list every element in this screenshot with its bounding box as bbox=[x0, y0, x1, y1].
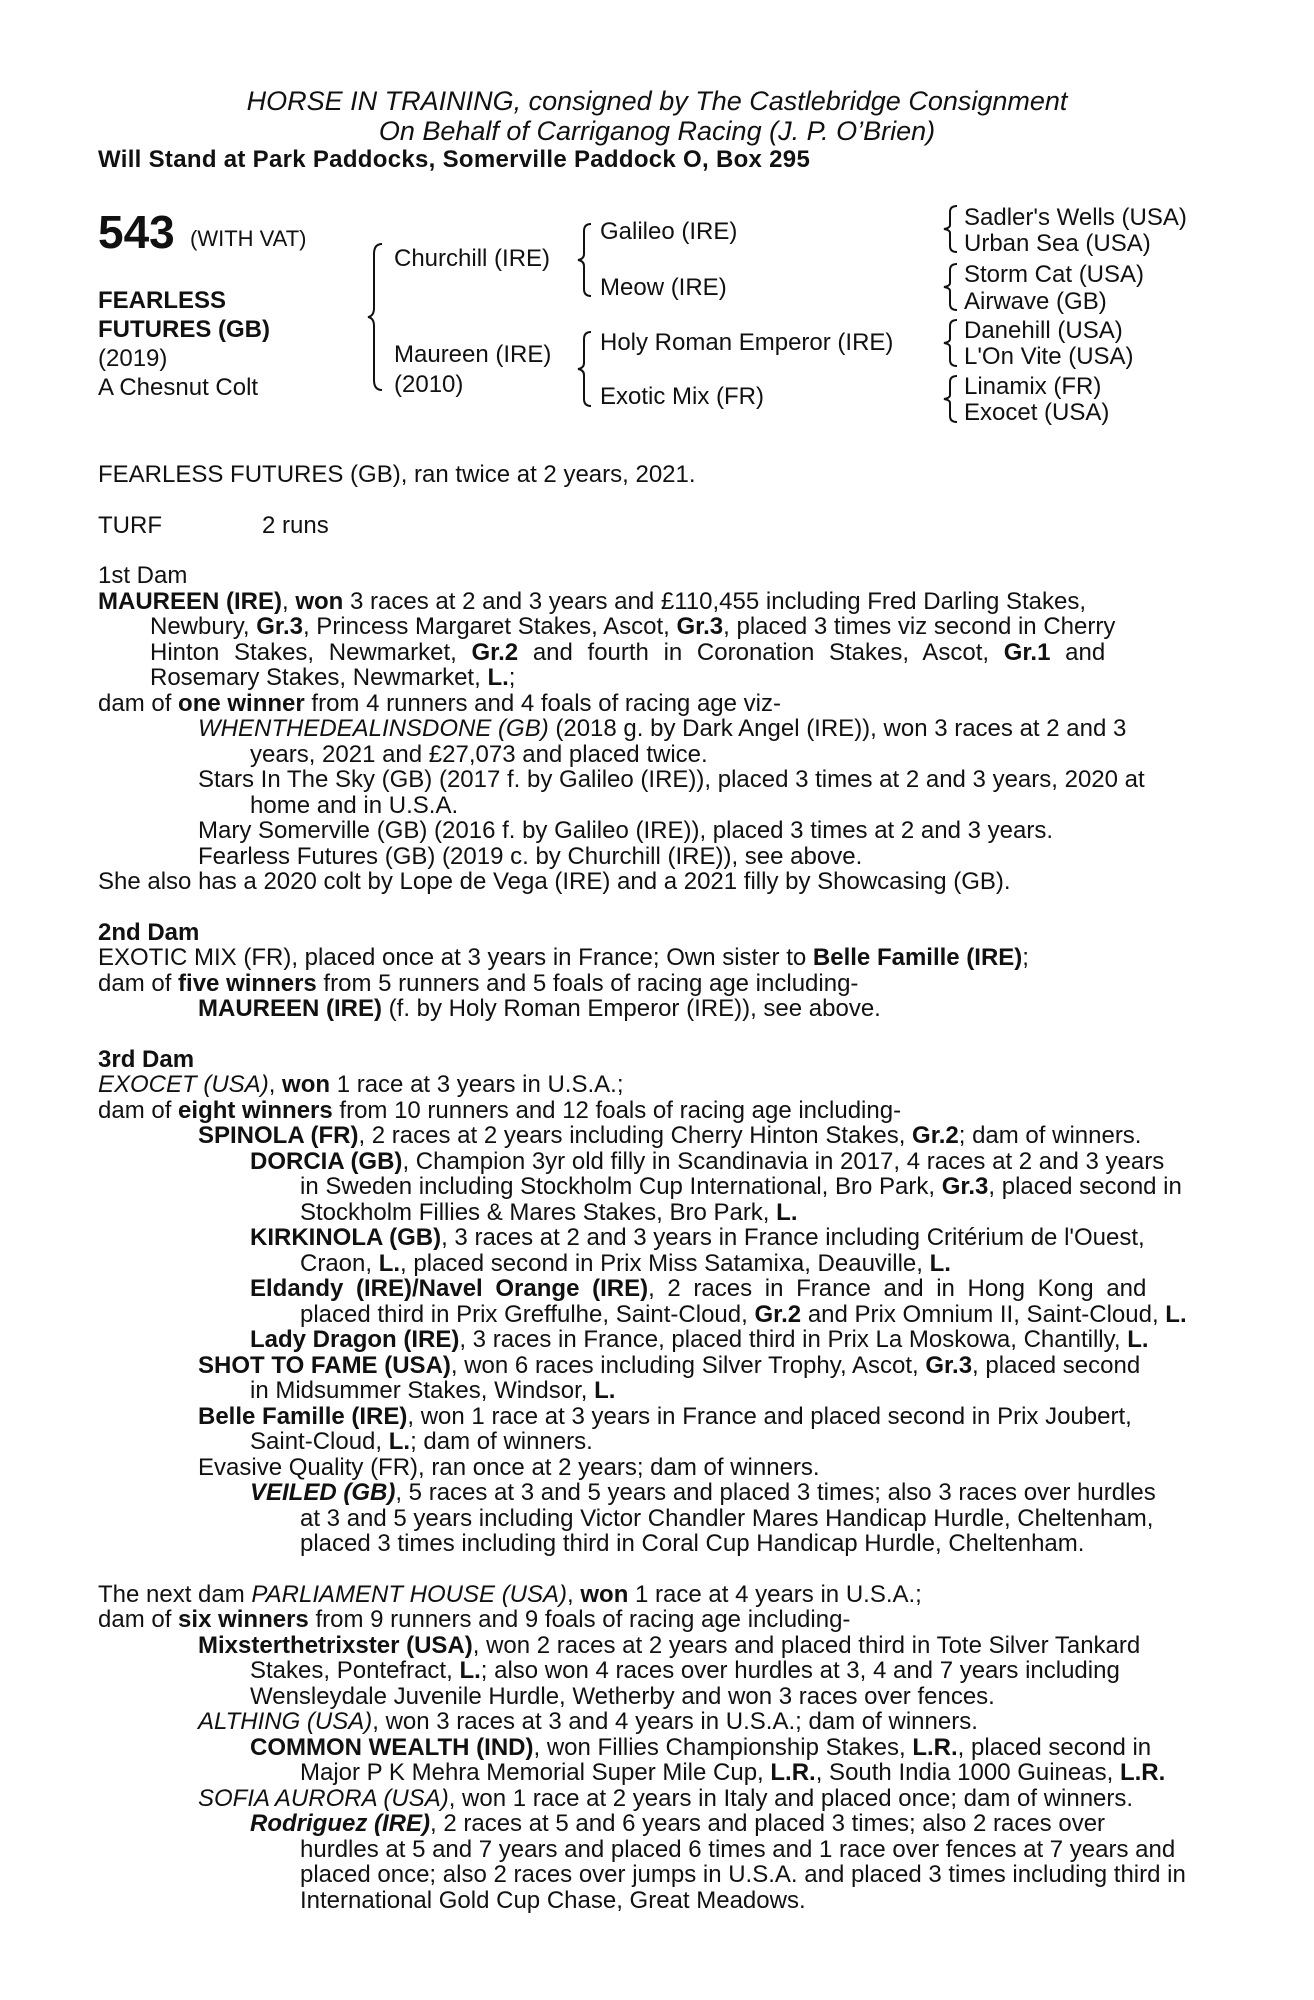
pedigree-sire-sire: Galileo (IRE) bbox=[600, 218, 738, 245]
hre-brace bbox=[942, 318, 960, 368]
header-behalf: On Behalf of Carriganog Racing (J. P. O’Brien) bbox=[378, 116, 936, 146]
exotic-brace bbox=[942, 374, 960, 424]
pedigree-sds: Storm Cat (USA) bbox=[964, 261, 1145, 288]
dam3-line: dam of eight winners from 10 runners and 12 foals of racing age including- bbox=[98, 1096, 902, 1124]
pedigree-dsd: L'On Vite (USA) bbox=[964, 343, 1134, 370]
dam4-line: COMMON WEALTH (IND), won Fillies Championship Stakes, L.R., placed second in bbox=[250, 1733, 1152, 1761]
meow-brace bbox=[942, 262, 960, 312]
catalogue-body bbox=[98, 462, 1208, 1913]
galileo-brace bbox=[942, 204, 960, 254]
pedigree-sire: Churchill (IRE) bbox=[394, 245, 551, 272]
dam1-line: Newbury, Gr.3, Princess Margaret Stakes, Ascot, Gr.3, placed 3 times viz second in Cherry bbox=[150, 613, 1116, 640]
pedigree-sdd: Airwave (GB) bbox=[964, 288, 1107, 315]
dam3-heading: 3rd Dam bbox=[98, 1045, 195, 1073]
dam4-line: hurdles at 5 and 7 years and placed 6 times and 1 race over fences at 7 years and bbox=[300, 1835, 1176, 1863]
dam3-line: Belle Famille (IRE), won 1 race at 3 years in France and placed second in Prix Joubert, bbox=[198, 1402, 1132, 1430]
dam1-heading: 1st Dam bbox=[98, 562, 188, 589]
dam3-line: SHOT TO FAME (USA), won 6 races including Silver Trophy, Ascot, Gr.3, placed second bbox=[198, 1351, 1141, 1379]
pedigree-dds: Linamix (FR) bbox=[964, 373, 1102, 400]
dam1-line: Hinton Stakes, Newmarket, Gr.2 and fourth in Coronation Stakes, Ascot, Gr.1 and bbox=[150, 638, 1106, 666]
horse-name-line1: FEARLESS bbox=[98, 287, 227, 314]
dam1-line: She also has a 2020 colt by Lope de Vega (IRE) and a 2021 filly by Showcasing (GB). bbox=[98, 868, 1011, 895]
turf-label: TURF bbox=[98, 511, 162, 539]
dam3-line: KIRKINOLA (GB), 3 races at 2 and 3 years in France including Critérium de l'Ouest, bbox=[250, 1224, 1145, 1251]
dam4-line: The next dam PARLIAMENT HOUSE (USA), won 1 race at 4 years in U.S.A.; bbox=[98, 1580, 922, 1608]
header-consignor: HORSE IN TRAINING, consigned by The Castlebridge Consignment bbox=[246, 86, 1068, 116]
dam3-line: SPINOLA (FR), 2 races at 2 years including Cherry Hinton Stakes, Gr.2; dam of winners. bbox=[198, 1122, 1142, 1149]
dam4-line: Rodriguez (IRE), 2 races at 5 and 6 years and placed 3 times; also 2 races over bbox=[250, 1810, 1106, 1837]
dam1-line: WHENTHEDEALINSDONE (GB) (2018 g. by Dark Angel (IRE)), won 3 races at 2 and 3 bbox=[198, 715, 1127, 742]
dam4-line: Wensleydale Juvenile Hurdle, Wetherby and won 3 races over fences. bbox=[250, 1682, 995, 1710]
pedigree-dam-year: (2010) bbox=[394, 371, 464, 398]
dam1-line: home and in U.S.A. bbox=[250, 791, 459, 819]
dam4-line: Major P K Mehra Memorial Super Mile Cup, L.R., South India 1000 Guineas, L.R. bbox=[300, 1759, 1166, 1786]
pedigree-dam: Maureen (IRE) bbox=[394, 341, 552, 368]
dam2-heading: 2nd Dam bbox=[98, 918, 200, 946]
horse-block bbox=[98, 286, 270, 402]
dam3-line: at 3 and 5 years including Victor Chandler Mares Handicap Hurdle, Cheltenham, bbox=[300, 1504, 1154, 1532]
race-summary: FEARLESS FUTURES (GB), ran twice at 2 years, 2021. bbox=[98, 461, 696, 488]
dam4-line: dam of six winners from 9 runners and 9 foals of racing age including- bbox=[98, 1606, 851, 1633]
dam1-line: Stars In The Sky (GB) (2017 f. by Galileo (IRE)), placed 3 times at 2 and 3 years, 2020 at bbox=[198, 766, 1145, 793]
pedigree-dam-dam: Exotic Mix (FR) bbox=[600, 383, 764, 410]
dam-parents-brace bbox=[576, 330, 594, 408]
dam3-line: placed third in Prix Greffulhe, Saint-Cloud, Gr.2 and Prix Omnium II, Saint-Cloud, L. bbox=[300, 1300, 1187, 1328]
sire-parents-brace bbox=[576, 222, 594, 298]
dam1-line: years, 2021 and £27,073 and placed twice. bbox=[250, 740, 708, 768]
pedigree-sire-dam: Meow (IRE) bbox=[600, 274, 727, 301]
dam4-line: Stakes, Pontefract, L.; also won 4 races over hurdles at 3, 4 and 7 years including bbox=[250, 1657, 1120, 1684]
dam3-line: Eldandy (IRE)/Navel Orange (IRE), 2 races in France and in Hong Kong and bbox=[250, 1275, 1147, 1302]
pedigree-dss: Danehill (USA) bbox=[964, 317, 1123, 344]
horse-name-line2: FUTURES (GB) bbox=[98, 316, 270, 343]
pedigree-sss: Sadler's Wells (USA) bbox=[964, 204, 1187, 231]
dam3-line: Stockholm Fillies & Mares Stakes, Bro Park, L. bbox=[300, 1198, 798, 1226]
dam3-line: EXOCET (USA), won 1 race at 3 years in U.S.A.; bbox=[98, 1071, 624, 1098]
dam3-line: in Midsummer Stakes, Windsor, L. bbox=[250, 1377, 616, 1404]
dam4-line: SOFIA AURORA (USA), won 1 race at 2 years in Italy and placed once; dam of winners. bbox=[198, 1784, 1134, 1812]
dam4-line: ALTHING (USA), won 3 races at 3 and 4 years in U.S.A.; dam of winners. bbox=[198, 1708, 978, 1735]
dam3-line: Craon, L., placed second in Prix Miss Satamixa, Deauville, L. bbox=[300, 1249, 951, 1277]
turf-record bbox=[98, 513, 1208, 539]
dam3-line: Saint-Cloud, L.; dam of winners. bbox=[250, 1428, 593, 1455]
dam2-line: dam of five winners from 5 runners and 5 foals of racing age including- bbox=[98, 969, 859, 997]
pedigree-ddd: Exocet (USA) bbox=[964, 399, 1110, 426]
dam4-line: placed once; also 2 races over jumps in U.S.A. and placed 3 times including third in bbox=[300, 1861, 1186, 1888]
sire-dam-brace bbox=[366, 242, 386, 392]
turf-runs: 2 runs bbox=[261, 511, 329, 539]
dam3-line: VEILED (GB), 5 races at 3 and 5 years and placed 3 times; also 3 races over hurdles bbox=[250, 1479, 1156, 1506]
dam2-line: EXOTIC MIX (FR), placed once at 3 years in France; Own sister to Belle Famille (IRE); bbox=[98, 944, 1029, 971]
dam3-line: placed 3 times including third in Coral Cup Handicap Hurdle, Cheltenham. bbox=[300, 1530, 1085, 1557]
horse-year: (2019) bbox=[98, 345, 168, 372]
dam1-line: Fearless Futures (GB) (2019 c. by Churchill (IRE)), see above. bbox=[198, 842, 863, 870]
dam3-line: Evasive Quality (FR), ran once at 2 years; dam of winners. bbox=[198, 1453, 820, 1481]
pedigree-dam-sire: Holy Roman Emperor (IRE) bbox=[600, 329, 894, 356]
dam1-line: Rosemary Stakes, Newmarket, L.; bbox=[150, 664, 516, 691]
vat-label: (WITH VAT) bbox=[190, 226, 307, 251]
dam3-line: DORCIA (GB), Champion 3yr old filly in Scandinavia in 2017, 4 races at 2 and 3 years bbox=[250, 1147, 1165, 1175]
dam3-line: Lady Dragon (IRE), 3 races in France, placed third in Prix La Moskowa, Chantilly, L. bbox=[250, 1326, 1149, 1353]
pedigree-ssd: Urban Sea (USA) bbox=[964, 230, 1151, 257]
lot-number: 543 bbox=[98, 206, 175, 258]
dam4-line: Mixsterthetrixster (USA), won 2 races at 2 years and placed third in Tote Silver Tankard bbox=[198, 1631, 1141, 1659]
dam2-line: MAUREEN (IRE) (f. by Holy Roman Emperor (IRE)), see above. bbox=[198, 995, 881, 1022]
dam3-line: in Sweden including Stockholm Cup International, Bro Park, Gr.3, placed second in bbox=[300, 1173, 1182, 1200]
dam4-line: International Gold Cup Chase, Great Meadows. bbox=[300, 1886, 806, 1914]
dam1-line: dam of one winner from 4 runners and 4 foals of racing age viz- bbox=[98, 689, 781, 717]
dam1-line: Mary Somerville (GB) (2016 f. by Galileo (IRE)), placed 3 times at 2 and 3 years. bbox=[198, 817, 1053, 844]
header-stand: Will Stand at Park Paddocks, Somerville Paddock O, Box 295 bbox=[98, 146, 811, 173]
dam1-line: MAUREEN (IRE), won 3 races at 2 and 3 years and £110,455 including Fred Darling Stakes, bbox=[98, 587, 1087, 615]
horse-description: A Chesnut Colt bbox=[98, 374, 259, 401]
